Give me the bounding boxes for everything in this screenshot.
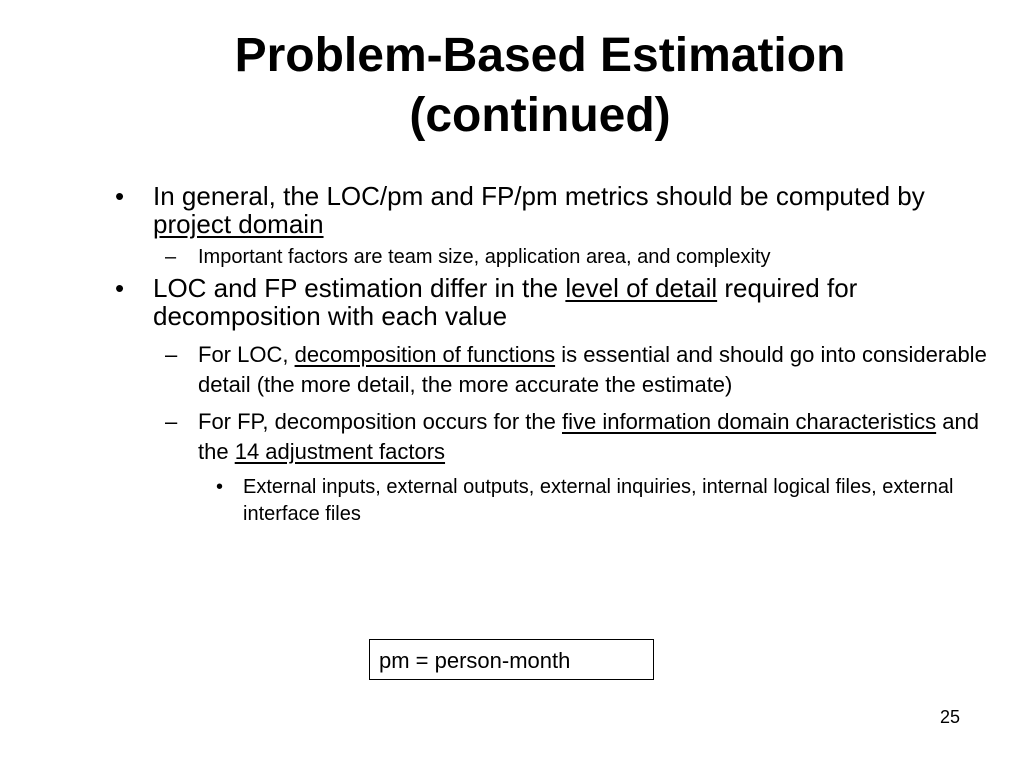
slide-title: [40, 26, 1024, 146]
term-decomposition-of-functions: decomposition of functions: [294, 342, 556, 367]
term-project-domain: project domain: [153, 209, 324, 239]
subbullet-text-middle: and the: [198, 409, 979, 464]
bullet-text-continued: required for decomposition with each value: [153, 273, 858, 331]
term-level-of-detail: level of detail: [565, 273, 718, 303]
dash-marker: –: [165, 342, 178, 367]
subbullet-fp: [165, 407, 988, 467]
subsubbullet-text: External inputs, external outputs, external inquiries, internal logical files, external interface files: [243, 476, 954, 525]
page-number: 25: [939, 707, 961, 727]
bullet-level-of-detail: [115, 273, 993, 331]
bullet-marker: •: [115, 273, 125, 303]
subbullet-important-factors: [165, 245, 988, 269]
term-14-adjustment-factors: 14 adjustment factors: [234, 439, 446, 464]
bullet-text: In general, the LOC/pm and FP/pm metrics should be computed by: [153, 181, 925, 211]
bullet-marker: •: [216, 476, 224, 498]
bullet-project-domain: [115, 181, 993, 239]
subsubbullet-domain-values: [216, 474, 983, 528]
subbullet-loc: [165, 340, 988, 400]
slide-title-line-1: Problem-Based Estimation: [234, 29, 846, 82]
subbullet-text-continued: is essential and should go into considerable detail (the more detail, the more accurate the estimate): [198, 342, 987, 397]
term-five-information-domain-characteristics: five information domain characteristics: [561, 409, 937, 434]
dash-marker: –: [165, 409, 178, 434]
subbullet-text: Important factors are team size, application area, and complexity: [198, 246, 771, 268]
bullet-text: LOC and FP estimation differ in the: [153, 273, 566, 303]
slide-title-line-2: (continued): [409, 89, 671, 142]
bullet-marker: •: [115, 181, 125, 211]
definition-box: [369, 639, 654, 680]
subbullet-text: For LOC,: [198, 342, 295, 367]
definition-text: pm = person-month: [379, 648, 571, 673]
subbullet-text: For FP, decomposition occurs for the: [198, 409, 562, 434]
dash-marker: –: [165, 246, 177, 268]
